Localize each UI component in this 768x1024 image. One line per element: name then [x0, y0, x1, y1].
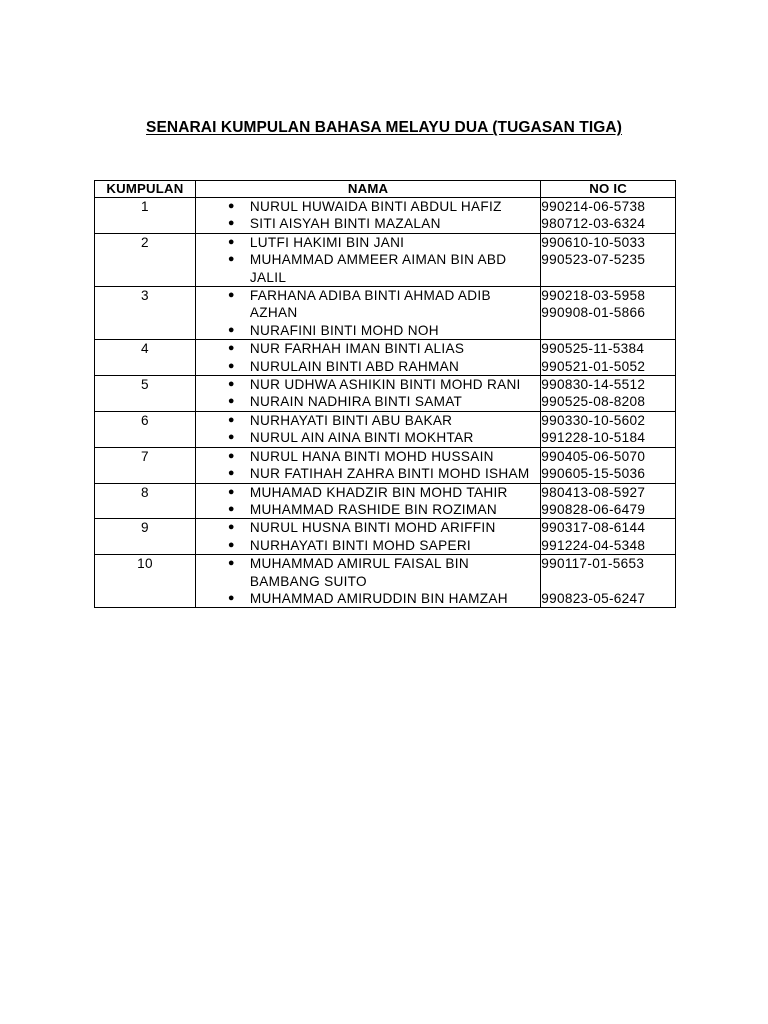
member-name: SITI AISYAH BINTI MAZALAN [249, 216, 441, 232]
table-row [95, 447, 676, 483]
list-item [196, 393, 540, 410]
member-name: NURULAIN BINTI ABD RAHMAN [249, 358, 460, 374]
ic-number: 990828-06-6479 [541, 501, 646, 517]
bullet-icon: ● [227, 521, 235, 534]
list-item [196, 340, 540, 357]
bullet-icon: ● [227, 200, 235, 212]
member-name: MUHAMMAD AMIRUL FAISAL BIN BAMBANG SUITO [249, 556, 469, 589]
member-name: NURUL HUSNA BINTI MOHD ARIFFIN [249, 520, 496, 536]
group-number: 5 [95, 376, 196, 412]
member-list [196, 234, 540, 286]
ic-number: 990521-01-5052 [541, 358, 646, 374]
ic-number: 990525-08-8208 [541, 394, 646, 410]
member-name: MUHAMMAD RASHIDE BIN ROZIMAN [249, 501, 497, 517]
bullet-icon: ● [227, 235, 235, 248]
member-name: NURUL HUWAIDA BINTI ABDUL HAFIZ [249, 199, 502, 214]
group-number: 6 [95, 411, 196, 447]
bullet-icon: ● [227, 359, 235, 372]
bullet-icon: ● [227, 378, 235, 391]
list-item [196, 448, 540, 465]
group-number: 2 [95, 233, 196, 286]
table-row [95, 483, 676, 519]
member-name: FARHANA ADIBA BINTI AHMAD ADIB AZHAN [249, 288, 491, 321]
member-list [196, 412, 540, 447]
bullet-icon: ● [227, 557, 235, 570]
ic-number: 990405-06-5070 [541, 448, 646, 464]
bullet-icon: ● [227, 217, 235, 230]
ic-numbers [541, 287, 676, 340]
member-names [195, 287, 540, 340]
list-item [196, 429, 540, 446]
member-names [195, 555, 540, 608]
member-list [196, 484, 540, 519]
member-name: MUHAMMAD AMIRUDDIN BIN HAMZAH [249, 590, 508, 606]
list-item [196, 590, 540, 607]
member-names [195, 233, 540, 286]
ic-number: 990908-01-5866 [541, 305, 646, 321]
list-item [196, 537, 540, 554]
list-item [196, 358, 540, 375]
member-name: NURAIN NADHIRA BINTI SAMAT [249, 394, 463, 410]
member-list [196, 519, 540, 554]
ic-numbers [541, 447, 676, 483]
ic-number: 991224-04-5348 [541, 537, 646, 553]
table-row [95, 519, 676, 555]
ic-number: 991228-10-5184 [541, 430, 646, 446]
table-body [95, 198, 676, 608]
ic-number [541, 573, 675, 590]
member-names [195, 376, 540, 412]
ic-number: 990317-08-6144 [541, 520, 646, 536]
ic-numbers [541, 483, 676, 519]
member-name: NUR UDHWA ASHIKIN BINTI MOHD RANI [249, 377, 521, 393]
list-item [196, 322, 540, 339]
list-item [196, 484, 540, 501]
ic-number: 990605-15-5036 [541, 466, 646, 482]
ic-number: 990330-10-5602 [541, 412, 646, 428]
page-title: SENARAI KUMPULAN BAHASA MELAYU DUA (TUGASAN TIGA) [146, 119, 622, 136]
list-item [196, 198, 540, 215]
member-name: NURAFINI BINTI MOHD NOH [249, 322, 439, 338]
header-no-ic: NO IC [541, 181, 676, 198]
ic-number: 980712-03-6324 [541, 216, 646, 232]
ic-numbers [541, 555, 676, 608]
header-nama: NAMA [195, 181, 540, 198]
bullet-icon: ● [227, 431, 235, 444]
group-number: 3 [95, 287, 196, 340]
member-names [195, 483, 540, 519]
bullet-icon: ● [227, 289, 235, 302]
bullet-icon: ● [227, 538, 235, 551]
bullet-icon: ● [227, 395, 235, 408]
group-number: 8 [95, 483, 196, 519]
list-item [196, 287, 540, 322]
ic-number: 980413-08-5927 [541, 484, 646, 500]
table-row [95, 555, 676, 608]
bullet-icon: ● [227, 323, 235, 336]
header-kumpulan: KUMPULAN [95, 181, 196, 198]
list-item [196, 465, 540, 482]
list-item [196, 376, 540, 393]
table-row [95, 287, 676, 340]
list-item [196, 412, 540, 429]
member-list [196, 340, 540, 375]
bullet-icon: ● [227, 485, 235, 498]
member-name: NUR FARHAH IMAN BINTI ALIAS [249, 341, 465, 357]
group-number: 4 [95, 340, 196, 376]
member-list [196, 555, 540, 607]
ic-numbers [541, 340, 676, 376]
group-number: 1 [95, 198, 196, 234]
ic-number: 990523-07-5235 [541, 252, 646, 268]
member-name: NUR FATIHAH ZAHRA BINTI MOHD ISHAM [249, 466, 530, 482]
ic-number: 990214-06-5738 [541, 199, 646, 214]
list-item [196, 519, 540, 536]
ic-numbers [541, 519, 676, 555]
member-list [196, 198, 540, 233]
ic-number: 990610-10-5033 [541, 234, 646, 250]
member-name: LUTFI HAKIMI BIN JANI [249, 234, 405, 250]
group-table [94, 180, 676, 608]
list-item [196, 215, 540, 232]
list-item [196, 501, 540, 518]
member-names [195, 447, 540, 483]
bullet-icon: ● [227, 591, 235, 604]
ic-number: 990218-03-5958 [541, 288, 646, 304]
ic-numbers [541, 411, 676, 447]
list-item [196, 555, 540, 590]
bullet-icon: ● [227, 342, 235, 355]
group-number: 9 [95, 519, 196, 555]
list-item [196, 234, 540, 251]
member-names [195, 519, 540, 555]
member-list [196, 448, 540, 483]
table-row [95, 411, 676, 447]
ic-numbers [541, 376, 676, 412]
bullet-icon: ● [227, 502, 235, 515]
group-number: 10 [95, 555, 196, 608]
member-name: NURUL HANA BINTI MOHD HUSSAIN [249, 448, 494, 464]
member-name: MUHAMAD KHADZIR BIN MOHD TAHIR [249, 484, 508, 500]
table-row [95, 340, 676, 376]
member-name: NURHAYATI BINTI ABU BAKAR [249, 412, 453, 428]
bullet-icon: ● [227, 467, 235, 480]
bullet-icon: ● [227, 449, 235, 462]
table-row [95, 198, 676, 234]
member-names [195, 411, 540, 447]
ic-numbers [541, 198, 676, 234]
list-item [196, 251, 540, 286]
member-name: MUHAMMAD AMMEER AIMAN BIN ABD JALIL [249, 252, 507, 285]
table-row [95, 376, 676, 412]
table-header-row [95, 181, 676, 198]
ic-number: 990823-05-6247 [541, 590, 646, 606]
ic-number: 990830-14-5512 [541, 377, 646, 393]
bullet-icon: ● [227, 413, 235, 426]
ic-number: 990117-01-5653 [541, 556, 645, 572]
member-name: NURHAYATI BINTI MOHD SAPERI [249, 537, 472, 553]
ic-number: 990525-11-5384 [541, 341, 645, 357]
group-number: 7 [95, 447, 196, 483]
member-names [195, 198, 540, 234]
member-list [196, 287, 540, 339]
ic-numbers [541, 233, 676, 286]
table-row [95, 233, 676, 286]
member-names [195, 340, 540, 376]
member-name: NURUL AIN AINA BINTI MOKHTAR [249, 430, 474, 446]
bullet-icon: ● [227, 253, 235, 266]
member-list [196, 376, 540, 411]
